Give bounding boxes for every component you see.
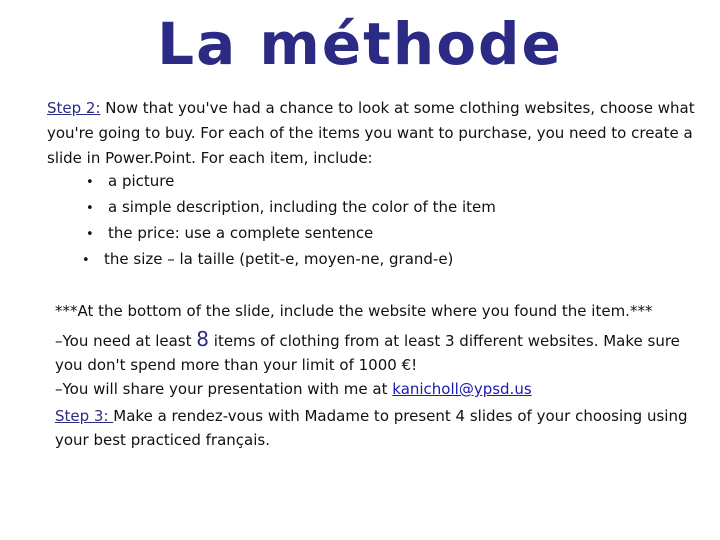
step-3-label: Step 3: [55, 407, 114, 425]
bullet-icon: • [82, 253, 90, 268]
email-link[interactable]: kanicholl@ypsd.us [392, 380, 532, 398]
share-requirement [55, 377, 695, 402]
list-item-text: a picture [108, 172, 175, 190]
website-note: ***At the bottom of the slide, include the website where you found the item.*** [55, 302, 653, 320]
page-title: La méthode [157, 10, 563, 78]
list-item [86, 168, 496, 194]
bullet-icon: • [86, 201, 94, 216]
list-item-text: a simple description, including the color of the item [108, 198, 496, 216]
item-requirements-list [82, 168, 496, 272]
list-item-text: the size – la taille (petit-e, moyen-ne, grand-e) [104, 250, 454, 268]
step-2-label: Step 2: [47, 99, 101, 117]
step-3-text: Make a rendez-vous with Madame to present 4 slides of your choosing using your best practiced français. [55, 407, 688, 449]
requirement-text-start: –You need at least [55, 332, 197, 350]
step-3-paragraph [55, 404, 700, 452]
step-2-text: Now that you've had a chance to look at some clothing websites, choose what you're going to buy. For each of the items you want to purchase, you need to create a slide in Power.Point. For each item, include: [47, 99, 695, 167]
quantity-requirement [55, 327, 700, 377]
list-item [86, 220, 496, 246]
list-item-text: the price: use a complete sentence [108, 224, 374, 242]
requirement-text-end: items of clothing from at least 3 different websites. Make sure you don't spend more than your limit of 1000 €! [55, 332, 680, 374]
bullet-icon: • [86, 175, 94, 190]
item-count: 8 [196, 327, 210, 351]
list-item [86, 194, 496, 220]
step-2-paragraph [47, 96, 697, 171]
list-item [82, 246, 496, 272]
bullet-icon: • [86, 227, 94, 242]
share-text: –You will share your presentation with me at [55, 380, 393, 398]
